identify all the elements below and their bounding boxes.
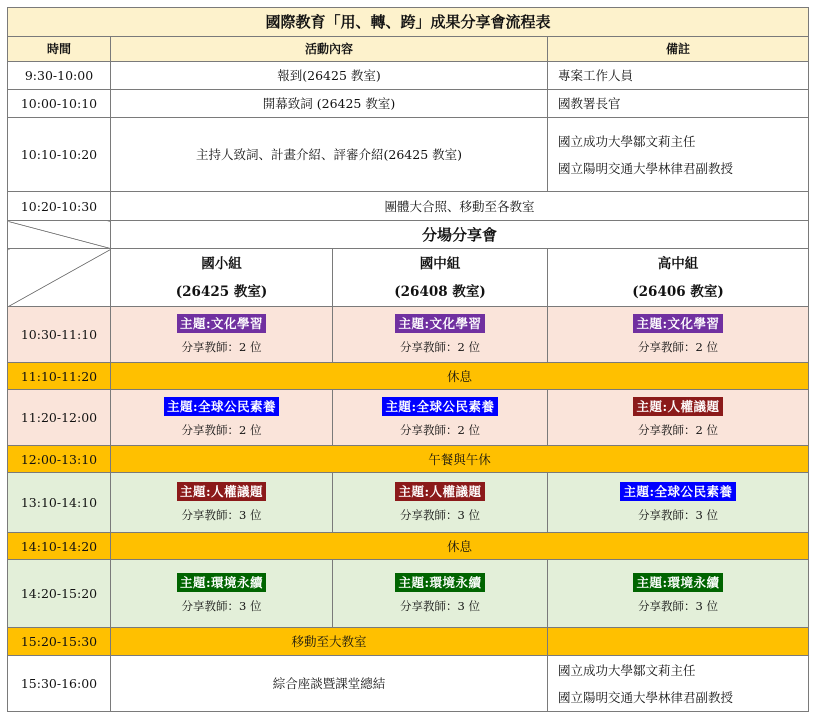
teacher-count: 分享教師：3 位 — [400, 508, 480, 523]
session-cell — [548, 473, 809, 533]
note-line: 國立陽明交通大學林律君副教授 — [558, 689, 734, 705]
header-content: 活動內容 — [111, 37, 548, 62]
group-room: (26408 教室) — [394, 283, 486, 300]
time-cell: 10:10-10:20 — [8, 118, 111, 192]
session-cell — [333, 473, 548, 533]
time-cell: 10:00-10:10 — [8, 90, 111, 118]
session-cell — [548, 390, 809, 446]
group-name: 國小組 — [201, 255, 242, 272]
time-cell: 9:30-10:00 — [8, 62, 111, 90]
break-time: 11:10-11:20 — [8, 363, 111, 390]
topic-badge: 主題:人權議題 — [177, 482, 266, 501]
content-cell: 主持人致詞、計畫介紹、評審介紹(26425 教室) — [111, 118, 548, 192]
group-junior — [333, 249, 548, 307]
teacher-count: 分享教師：2 位 — [638, 340, 718, 355]
session-cell — [333, 307, 548, 363]
note-cell: 專案工作人員 — [548, 62, 809, 90]
topic-badge: 主題:文化學習 — [395, 314, 484, 333]
break-label: 休息 — [111, 533, 809, 560]
content-cell: 報到(26425 教室) — [111, 62, 548, 90]
topic-badge: 主題:文化學習 — [177, 314, 266, 333]
teacher-count: 分享教師：3 位 — [638, 599, 718, 614]
break-time: 12:00-13:10 — [8, 446, 111, 473]
note-line: 國立成功大學鄒文莉主任 — [558, 662, 696, 678]
group-senior — [548, 249, 809, 307]
topic-badge: 主題:全球公民素養 — [164, 397, 279, 416]
teacher-count: 分享教師：3 位 — [400, 599, 480, 614]
time-cell: 14:20-15:20 — [8, 560, 111, 628]
session-cell — [333, 560, 548, 628]
group-name: 國中組 — [419, 255, 461, 272]
empty-note-cell — [548, 628, 809, 656]
diagonal-cell — [8, 221, 111, 249]
break-label: 午餐與午休 — [111, 446, 809, 473]
topic-badge: 主題:全球公民素養 — [620, 482, 735, 501]
teacher-count: 分享教師：3 位 — [181, 508, 262, 523]
topic-badge: 主題:環境永續 — [395, 573, 484, 592]
content-cell: 團體大合照、移動至各教室 — [111, 192, 809, 221]
teacher-count: 分享教師：2 位 — [181, 340, 262, 355]
group-room: (26406 教室) — [632, 283, 724, 300]
time-cell: 15:30-16:00 — [8, 656, 111, 712]
header-note: 備註 — [548, 37, 809, 62]
break-time: 15:20-15:30 — [8, 628, 111, 656]
move-label: 移動至大教室 — [111, 628, 548, 656]
schedule-table — [7, 7, 809, 712]
note-line: 國立陽明交通大學林律君副教授 — [558, 160, 734, 176]
time-cell: 10:20-10:30 — [8, 192, 111, 221]
topic-badge: 主題:環境永續 — [633, 573, 722, 592]
topic-badge: 主題:人權議題 — [633, 397, 722, 416]
time-cell: 11:20-12:00 — [8, 390, 111, 446]
teacher-count: 分享教師：2 位 — [638, 423, 718, 438]
session-cell — [111, 473, 333, 533]
teacher-count: 分享教師：3 位 — [638, 508, 718, 523]
teacher-count: 分享教師：2 位 — [400, 423, 480, 438]
topic-badge: 主題:環境永續 — [177, 573, 266, 592]
note-cell — [548, 656, 809, 712]
time-cell: 13:10-14:10 — [8, 473, 111, 533]
content-cell: 開幕致詞 (26425 教室) — [111, 90, 548, 118]
teacher-count: 分享教師：3 位 — [181, 599, 262, 614]
teacher-count: 分享教師：2 位 — [400, 340, 480, 355]
page-title: 國際教育「用、轉、跨」成果分享會流程表 — [8, 8, 809, 37]
break-label: 休息 — [111, 363, 809, 390]
session-cell — [333, 390, 548, 446]
note-cell: 國教署長官 — [548, 90, 809, 118]
header-time: 時間 — [8, 37, 111, 62]
note-line: 國立成功大學鄒文莉主任 — [558, 133, 696, 149]
session-cell — [111, 390, 333, 446]
time-cell: 10:30-11:10 — [8, 307, 111, 363]
group-name: 高中組 — [657, 255, 699, 272]
break-time: 14:10-14:20 — [8, 533, 111, 560]
teacher-count: 分享教師：2 位 — [181, 423, 262, 438]
session-cell — [111, 307, 333, 363]
content-cell: 綜合座談暨課堂總結 — [111, 656, 548, 712]
breakout-title: 分場分享會 — [111, 221, 809, 249]
group-room: (26425 教室) — [175, 283, 268, 300]
note-cell — [548, 118, 809, 192]
group-elementary — [111, 249, 333, 307]
session-cell — [548, 307, 809, 363]
session-cell — [548, 560, 809, 628]
topic-badge: 主題:人權議題 — [395, 482, 484, 501]
session-cell — [111, 560, 333, 628]
topic-badge: 主題:文化學習 — [633, 314, 722, 333]
topic-badge: 主題:全球公民素養 — [382, 397, 497, 416]
diagonal-cell — [8, 249, 111, 307]
